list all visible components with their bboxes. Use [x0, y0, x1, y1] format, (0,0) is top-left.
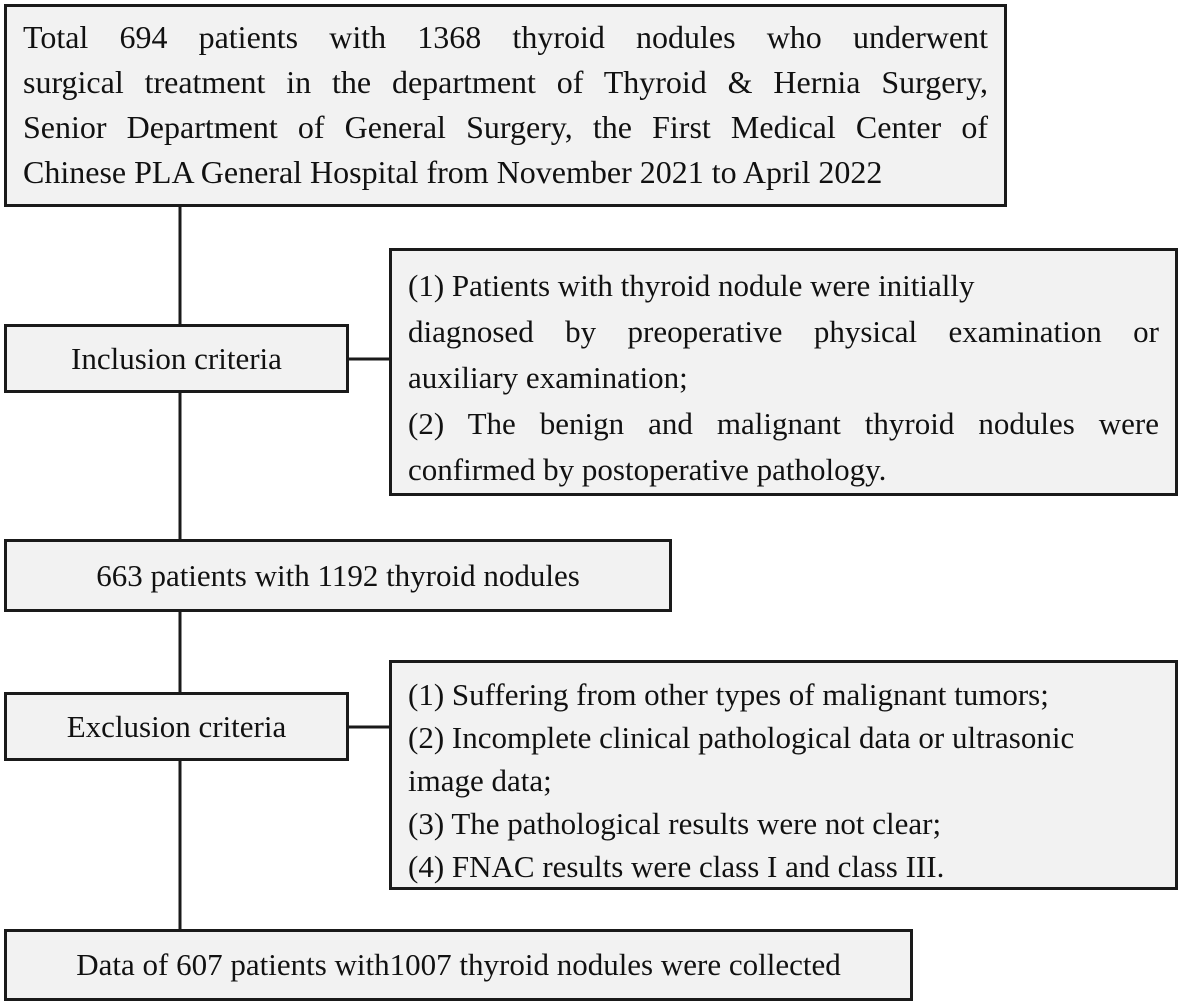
total-line-3: Senior Department of General Surgery, the First Medical Center of: [23, 109, 988, 145]
exclusion-line-4: (3) The pathological results were not clear;: [408, 806, 942, 841]
inclusion-criteria-label-box: [4, 324, 349, 393]
total-line-2: surgical treatment in the department of Thyroid & Hernia Surgery,: [23, 64, 988, 100]
inclusion-line-1: (1) Patients with thyroid nodule were initially: [408, 268, 975, 303]
exclusion-line-5: (4) FNAC results were class I and class III.: [408, 849, 945, 884]
inclusion-criteria-label: Inclusion criteria: [71, 340, 282, 376]
exclusion-line-1: (1) Suffering from other types of malignant tumors;: [408, 677, 1049, 712]
exclusion-line-2: (2) Incomplete clinical pathological data or ultrasonic: [408, 720, 1075, 755]
exclusion-criteria-label-box: [4, 692, 349, 761]
inclusion-line-3: auxiliary examination;: [408, 360, 688, 395]
inclusion-criteria-box: [389, 248, 1178, 496]
exclusion-criteria-label: Exclusion criteria: [66, 708, 287, 744]
exclusion-line-3: image data;: [408, 763, 552, 798]
final-data-box: [4, 929, 913, 1001]
total-patients-box: [4, 4, 1007, 207]
exclusion-criteria-box: [389, 660, 1178, 890]
final-data-text: Data of 607 patients with1007 thyroid nodules were collected: [76, 947, 841, 983]
total-line-4: Chinese PLA General Hospital from November 2021 to April 2022: [23, 154, 883, 190]
inclusion-line-4: (2) The benign and malignant thyroid nodules were: [408, 406, 1159, 441]
inclusion-line-5: confirmed by postoperative pathology.: [408, 452, 887, 487]
total-line-1: Total 694 patients with 1368 thyroid nodules who underwent: [23, 19, 988, 55]
inclusion-line-2: diagnosed by preoperative physical examination or: [408, 314, 1159, 349]
eligible-patients-text: 663 patients with 1192 thyroid nodules: [96, 557, 580, 593]
eligible-patients-box: [4, 539, 672, 612]
